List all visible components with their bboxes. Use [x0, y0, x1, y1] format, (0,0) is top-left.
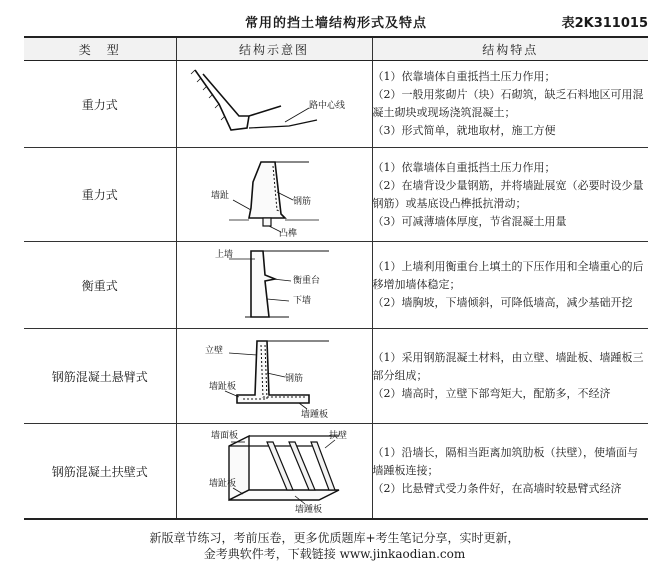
feature-item: （2）在墙背设少量钢筋，并将墙趾展宽（必要时设少量钢筋）或基底设凸榫抵抗滑动；: [372, 178, 644, 210]
gravity-rebar-wall-diagram: [189, 152, 359, 238]
features-cell: [372, 424, 648, 520]
label-lower-wall: 下墙: [293, 296, 312, 306]
column-header-features: 结构特点: [372, 37, 648, 61]
table-row: [24, 61, 648, 148]
feature-item: （2）墙高时，立壁下部弯矩大，配筋多，不经济: [372, 387, 611, 400]
column-header-type: 类 型: [24, 37, 176, 61]
feature-item: （1）上墙利用衡重台上填土的下压作用和全墙重心的后移增加墙体稳定；: [372, 260, 644, 291]
features-cell: [372, 148, 648, 242]
feature-item: （2）墙胸坡，下墙倾斜，可降低墙高，减少基础开挖: [372, 296, 633, 309]
table-row: [24, 148, 648, 242]
label-road-centerline: 路中心线: [309, 101, 346, 111]
cantilever-wall-diagram: [189, 333, 359, 419]
feature-item: （3）形式简单，就地取材，施工方便: [372, 124, 556, 137]
feature-item: （1）采用钢筋混凝土材料，由立壁、墙趾板、墙踵板三部分组成；: [372, 351, 644, 382]
label-heel-slab: 墙踵板: [301, 410, 329, 419]
label-face-slab: 墙面板: [211, 431, 239, 441]
table-title-bar: [24, 12, 648, 34]
label-rebar: 钢筋: [285, 374, 304, 384]
wall-type: 钢筋混凝土扶壁式: [24, 424, 176, 520]
wall-type: 重力式: [24, 148, 176, 242]
retaining-wall-table: [24, 36, 648, 520]
structure-diagram: [176, 424, 372, 520]
wall-type: 钢筋混凝土悬臂式: [24, 329, 176, 424]
feature-item: （3）可减薄墙体厚度，节省混凝土用量: [372, 214, 567, 228]
features-cell: [372, 61, 648, 148]
label-toe-slab: 墙趾板: [209, 382, 237, 392]
structure-diagram: [176, 329, 372, 424]
label-toe-slab: 墙趾板: [209, 479, 237, 489]
label-toe: 墙趾: [211, 190, 230, 201]
label-counterweight-platform: 衡重台: [293, 276, 321, 286]
counterfort-wall-diagram: [189, 428, 359, 514]
footer-promo-line: 新版章节练习，考前压卷，更多优质题库+考生笔记分享，实时更新，: [149, 531, 520, 545]
structure-diagram: [176, 242, 372, 329]
column-header-diagram: 结构示意图: [176, 37, 372, 61]
feature-item: （2）一般用浆砌片（块）石砌筑，缺乏石料地区可用混凝土砌块或现场浇筑混凝土；: [372, 88, 644, 119]
header-row: [24, 37, 648, 61]
footer-download-line: 金考典软件考，下载链接 www.jinkaodian.com: [203, 547, 466, 561]
wall-type: 衡重式: [24, 242, 176, 329]
label-upper-wall: 上墙: [215, 250, 234, 260]
table-row: [24, 329, 648, 424]
label-stem-wall: 立壁: [205, 346, 224, 356]
features-cell: [372, 242, 648, 329]
table-title: 常用的挡土墙结构形式及特点: [244, 16, 427, 31]
feature-item: （1）沿墙长，隔相当距离加筑肋板（扶壁），使墙面与墙踵板连接；: [372, 446, 638, 477]
label-rebar: 钢筋: [293, 196, 312, 207]
counterweight-wall-diagram: [189, 245, 359, 325]
label-shear-key: 凸榫: [279, 228, 298, 238]
table-number: 表2K311015: [561, 16, 648, 31]
label-heel-slab: 墙踵板: [295, 505, 323, 514]
feature-item: （1）依靠墙体自重抵挡土压力作用；: [372, 70, 556, 83]
features-cell: [372, 329, 648, 424]
feature-item: （1）依靠墙体自重抵挡土压力作用；: [372, 160, 556, 174]
gravity-wall-diagram: [189, 64, 359, 144]
wall-type: 重力式: [24, 61, 176, 148]
table-row: [24, 424, 648, 520]
label-counterfort: 扶壁: [329, 431, 348, 441]
feature-item: （2）比悬臂式受力条件好，在高墙时较悬臂式经济: [372, 482, 622, 495]
table-row: [24, 242, 648, 329]
structure-diagram: [176, 148, 372, 242]
structure-diagram: [176, 61, 372, 148]
